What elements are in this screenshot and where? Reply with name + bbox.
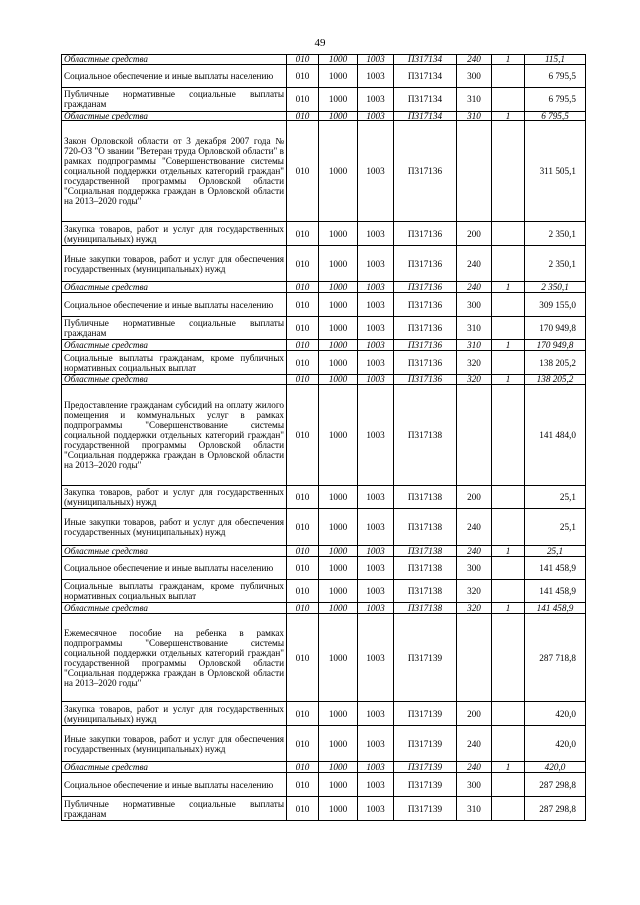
ministry-code-cell: 010 [287,762,319,773]
expense-type-cell: 240 [457,55,492,65]
expense-row [62,580,586,603]
source-cell [492,293,525,317]
source-cell: 1 [492,375,525,385]
expense-row [62,557,586,580]
section-code-cell: 1000 [319,222,358,246]
source-cell [492,614,525,702]
source-cell [492,317,525,340]
row-name-cell: Закупка товаров, работ и услуг для государственных (муниципальных) нужд [62,222,287,246]
expense-type-cell: 300 [457,557,492,580]
amount-cell: 170 949,8 [525,317,586,340]
ministry-code-cell: 010 [287,351,319,375]
section-code-cell: 1000 [319,702,358,726]
section-code-cell: 1000 [319,557,358,580]
target-article-cell: П317139 [394,614,457,702]
target-article-cell: П317136 [394,351,457,375]
row-name-cell: Социальное обеспечение и иные выплаты населению [62,293,287,317]
subsection-code-cell: 1003 [358,580,394,603]
section-code-cell: 1000 [319,773,358,797]
source-cell [492,87,525,111]
ministry-code-cell: 010 [287,580,319,603]
subsection-code-cell: 1003 [358,351,394,375]
expense-row [62,385,586,486]
expense-row [62,486,586,509]
section-code-cell: 1000 [319,375,358,385]
section-code-cell: 1000 [319,351,358,375]
amount-cell: 287 298,8 [525,797,586,821]
section-code-cell: 1000 [319,87,358,111]
amount-cell: 2 350,1 [525,246,586,282]
target-article-cell: П317139 [394,702,457,726]
amount-cell: 420,0 [525,726,586,762]
row-name-cell: Публичные нормативные социальные выплаты гражданам [62,317,287,340]
amount-cell: 309 155,0 [525,293,586,317]
section-code-cell: 1000 [319,580,358,603]
row-name-cell: Иные закупки товаров, работ и услуг для обеспечения государственных (муниципальных) нужд [62,726,287,762]
section-code-cell: 1000 [319,509,358,546]
row-name-cell: Областные средства [62,375,287,385]
ministry-code-cell: 010 [287,87,319,111]
target-article-cell: П317136 [394,246,457,282]
expense-type-cell: 310 [457,317,492,340]
section-code-cell: 1000 [319,121,358,222]
ministry-code-cell: 010 [287,246,319,282]
ministry-code-cell: 010 [287,773,319,797]
ministry-code-cell: 010 [287,293,319,317]
row-name-cell: Социальные выплаты гражданам, кроме публичных нормативных социальных выплат [62,580,287,603]
section-code-cell: 1000 [319,603,358,614]
ministry-code-cell: 010 [287,557,319,580]
row-name-cell: Закупка товаров, работ и услуг для государственных (муниципальных) нужд [62,486,287,509]
ministry-code-cell: 010 [287,546,319,557]
expense-type-cell [457,385,492,486]
target-article-cell: П317136 [394,222,457,246]
ministry-code-cell: 010 [287,55,319,65]
source-cell: 1 [492,111,525,121]
expense-type-cell: 200 [457,702,492,726]
subsection-code-cell: 1003 [358,375,394,385]
amount-cell: 6 795,5 [525,64,586,87]
amount-cell: 25,1 [525,546,586,557]
expense-type-cell: 310 [457,340,492,351]
target-article-cell: П317136 [394,317,457,340]
subsection-code-cell: 1003 [358,614,394,702]
row-name-cell: Иные закупки товаров, работ и услуг для обеспечения государственных (муниципальных) нужд [62,509,287,546]
ministry-code-cell: 010 [287,111,319,121]
section-code-cell: 1000 [319,546,358,557]
row-name-cell: Областные средства [62,282,287,293]
source-cell: 1 [492,282,525,293]
expense-row [62,797,586,821]
expense-type-cell: 320 [457,603,492,614]
expense-type-cell: 310 [457,797,492,821]
source-cell [492,797,525,821]
expense-type-cell: 300 [457,773,492,797]
subsection-code-cell: 1003 [358,317,394,340]
expense-type-cell: 240 [457,726,492,762]
target-article-cell: П317136 [394,121,457,222]
target-article-cell: П317139 [394,762,457,773]
funding-source-row [62,111,586,121]
expense-row [62,351,586,375]
source-cell [492,557,525,580]
subsection-code-cell: 1003 [358,509,394,546]
source-cell [492,222,525,246]
section-code-cell: 1000 [319,614,358,702]
subsection-code-cell: 1003 [358,87,394,111]
expense-row [62,702,586,726]
ministry-code-cell: 010 [287,603,319,614]
target-article-cell: П317138 [394,546,457,557]
section-code-cell: 1000 [319,797,358,821]
section-code-cell: 1000 [319,55,358,65]
source-cell [492,351,525,375]
target-article-cell: П317134 [394,87,457,111]
row-name-cell: Иные закупки товаров, работ и услуг для обеспечения государственных (муниципальных) нужд [62,246,287,282]
expense-type-cell [457,121,492,222]
row-name-cell: Областные средства [62,546,287,557]
subsection-code-cell: 1003 [358,702,394,726]
subsection-code-cell: 1003 [358,121,394,222]
section-code-cell: 1000 [319,762,358,773]
row-name-cell: Областные средства [62,762,287,773]
row-name-cell: Закупка товаров, работ и услуг для государственных (муниципальных) нужд [62,702,287,726]
amount-cell: 287 718,8 [525,614,586,702]
row-name-cell: Областные средства [62,603,287,614]
expense-type-cell: 310 [457,111,492,121]
target-article-cell: П317139 [394,773,457,797]
source-cell [492,64,525,87]
amount-cell: 115,1 [525,55,586,65]
target-article-cell: П317136 [394,282,457,293]
row-name-cell: Предоставление гражданам субсидий на оплату жилого помещения и коммунальных услуг в рамках подпрограммы "Совершенствование системы социальной поддержки отдельных категорий граждан" государственной программы Орловской области "Социальная поддержка граждан в Орловской области на 2013–2020 годы" [62,385,287,486]
expense-row [62,87,586,111]
target-article-cell: П317138 [394,603,457,614]
expense-type-cell: 200 [457,486,492,509]
expense-type-cell: 240 [457,246,492,282]
ministry-code-cell: 010 [287,317,319,340]
section-code-cell: 1000 [319,340,358,351]
subsection-code-cell: 1003 [358,55,394,65]
expense-row [62,509,586,546]
target-article-cell: П317134 [394,111,457,121]
row-name-cell: Публичные нормативные социальные выплаты гражданам [62,797,287,821]
expense-row [62,246,586,282]
expense-type-cell: 320 [457,580,492,603]
subsection-code-cell: 1003 [358,486,394,509]
funding-source-row [62,55,586,65]
subsection-code-cell: 1003 [358,385,394,486]
budget-table-body [62,55,586,821]
target-article-cell: П317134 [394,64,457,87]
ministry-code-cell: 010 [287,375,319,385]
amount-cell: 141 458,9 [525,603,586,614]
source-cell: 1 [492,603,525,614]
target-article-cell: П317138 [394,486,457,509]
funding-source-row [62,603,586,614]
expense-type-cell: 240 [457,509,492,546]
ministry-code-cell: 010 [287,509,319,546]
section-code-cell: 1000 [319,64,358,87]
target-article-cell: П317139 [394,726,457,762]
row-name-cell: Областные средства [62,55,287,65]
source-cell: 1 [492,762,525,773]
source-cell [492,486,525,509]
source-cell [492,726,525,762]
section-code-cell: 1000 [319,486,358,509]
section-code-cell: 1000 [319,282,358,293]
amount-cell: 6 795,5 [525,87,586,111]
row-name-cell: Социальные выплаты гражданам, кроме публичных нормативных социальных выплат [62,351,287,375]
subsection-code-cell: 1003 [358,726,394,762]
source-cell: 1 [492,340,525,351]
source-cell [492,580,525,603]
target-article-cell: П317136 [394,375,457,385]
target-article-cell: П317134 [394,55,457,65]
funding-source-row [62,546,586,557]
source-cell [492,702,525,726]
subsection-code-cell: 1003 [358,557,394,580]
expense-type-cell: 240 [457,762,492,773]
ministry-code-cell: 010 [287,340,319,351]
expense-row [62,64,586,87]
subsection-code-cell: 1003 [358,64,394,87]
expense-type-cell: 320 [457,351,492,375]
target-article-cell: П317138 [394,557,457,580]
ministry-code-cell: 010 [287,614,319,702]
amount-cell: 141 484,0 [525,385,586,486]
expense-row [62,773,586,797]
funding-source-row [62,375,586,385]
expense-type-cell: 240 [457,546,492,557]
expense-row [62,614,586,702]
amount-cell: 141 458,9 [525,580,586,603]
subsection-code-cell: 1003 [358,797,394,821]
expense-row [62,293,586,317]
amount-cell: 311 505,1 [525,121,586,222]
target-article-cell: П317136 [394,340,457,351]
budget-table [61,54,586,821]
page-number: 49 [314,37,326,49]
amount-cell: 25,1 [525,486,586,509]
section-code-cell: 1000 [319,317,358,340]
expense-type-cell: 200 [457,222,492,246]
target-article-cell: П317138 [394,509,457,546]
ministry-code-cell: 010 [287,121,319,222]
ministry-code-cell: 010 [287,282,319,293]
amount-cell: 2 350,1 [525,282,586,293]
ministry-code-cell: 010 [287,64,319,87]
amount-cell: 287 298,8 [525,773,586,797]
subsection-code-cell: 1003 [358,762,394,773]
section-code-cell: 1000 [319,726,358,762]
subsection-code-cell: 1003 [358,340,394,351]
funding-source-row [62,340,586,351]
expense-row [62,222,586,246]
section-code-cell: 1000 [319,293,358,317]
subsection-code-cell: 1003 [358,546,394,557]
expense-type-cell: 240 [457,282,492,293]
amount-cell: 2 350,1 [525,222,586,246]
ministry-code-cell: 010 [287,797,319,821]
subsection-code-cell: 1003 [358,293,394,317]
section-code-cell: 1000 [319,111,358,121]
subsection-code-cell: 1003 [358,111,394,121]
row-name-cell: Закон Орловской области от 3 декабря 2007 года № 720-ОЗ "О звании "Ветеран труда Орловской области" в рамках подпрограммы "Совершенствование системы социальной поддержки отдельных категорий граждан" государственной программы Орловской области "Социальная поддержка граждан в Орловской области на 2013–2020 годы" [62,121,287,222]
amount-cell: 25,1 [525,509,586,546]
subsection-code-cell: 1003 [358,773,394,797]
expense-row [62,121,586,222]
source-cell [492,121,525,222]
expense-type-cell: 300 [457,64,492,87]
subsection-code-cell: 1003 [358,246,394,282]
expense-row [62,317,586,340]
target-article-cell: П317139 [394,797,457,821]
row-name-cell: Областные средства [62,111,287,121]
amount-cell: 420,0 [525,762,586,773]
source-cell [492,385,525,486]
row-name-cell: Социальное обеспечение и иные выплаты населению [62,64,287,87]
subsection-code-cell: 1003 [358,603,394,614]
amount-cell: 138 205,2 [525,351,586,375]
source-cell: 1 [492,546,525,557]
amount-cell: 138 205,2 [525,375,586,385]
row-name-cell: Ежемесячное пособие на ребенка в рамках подпрограммы "Совершенствование системы социальной поддержки отдельных категорий граждан" государственной программы Орловской области "Социальная поддержка граждан в Орловской области на 2013–2020 годы" [62,614,287,702]
expense-row [62,726,586,762]
expense-type-cell: 320 [457,375,492,385]
ministry-code-cell: 010 [287,486,319,509]
ministry-code-cell: 010 [287,702,319,726]
funding-source-row [62,282,586,293]
section-code-cell: 1000 [319,385,358,486]
row-name-cell: Социальное обеспечение и иные выплаты населению [62,773,287,797]
funding-source-row [62,762,586,773]
target-article-cell: П317136 [394,293,457,317]
amount-cell: 170 949,8 [525,340,586,351]
row-name-cell: Социальное обеспечение и иные выплаты населению [62,557,287,580]
source-cell: 1 [492,55,525,65]
row-name-cell: Публичные нормативные социальные выплаты гражданам [62,87,287,111]
source-cell [492,509,525,546]
expense-type-cell: 300 [457,293,492,317]
amount-cell: 420,0 [525,702,586,726]
ministry-code-cell: 010 [287,385,319,486]
row-name-cell: Областные средства [62,340,287,351]
subsection-code-cell: 1003 [358,282,394,293]
source-cell [492,773,525,797]
target-article-cell: П317138 [394,385,457,486]
expense-type-cell [457,614,492,702]
ministry-code-cell: 010 [287,726,319,762]
source-cell [492,246,525,282]
section-code-cell: 1000 [319,246,358,282]
expense-type-cell: 310 [457,87,492,111]
ministry-code-cell: 010 [287,222,319,246]
amount-cell: 6 795,5 [525,111,586,121]
amount-cell: 141 458,9 [525,557,586,580]
target-article-cell: П317138 [394,580,457,603]
subsection-code-cell: 1003 [358,222,394,246]
